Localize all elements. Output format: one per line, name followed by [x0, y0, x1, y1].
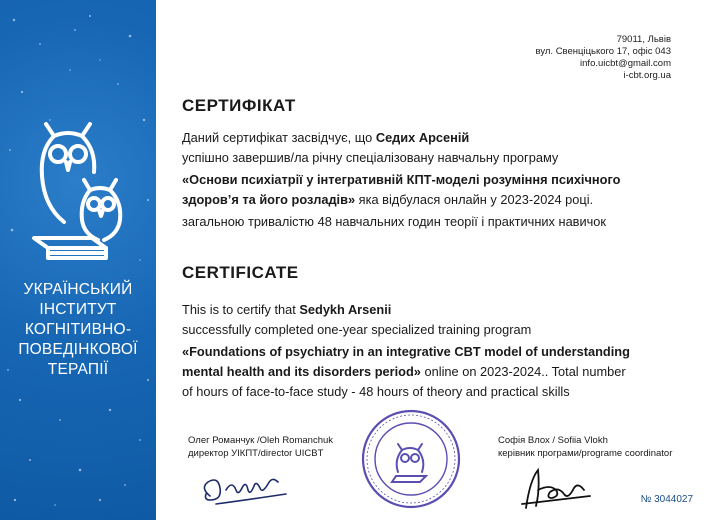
- en-program-line2: [182, 364, 626, 379]
- en-program-period: online on 2023-2024.. Total number: [420, 364, 626, 379]
- contact-block: [536, 34, 672, 82]
- coordinator-name: Софія Влох / Sofiia Vlokh: [498, 435, 608, 446]
- ua-program-title-line1: «Основи психіатрії у інтегративній КПТ-моделі розуміння психічного: [182, 172, 621, 187]
- owl-logo-icon: [20, 110, 138, 270]
- ua-program-line2: [182, 192, 593, 207]
- en-completed-line: successfully completed one-year specialized training program: [182, 322, 532, 337]
- institute-name-line: ТЕРАПІЇ: [47, 361, 109, 378]
- institute-name-line: ІНСТИТУТ: [39, 301, 117, 318]
- director-name: Олег Романчук /Oleh Romanchuk: [188, 435, 334, 446]
- en-program-title-line2: mental health and its disorders period»: [182, 364, 421, 379]
- ua-program-period: яка відбулася онлайн у 2023-2024 році.: [355, 192, 594, 207]
- contact-email: info.uicbt@gmail.com: [580, 58, 671, 69]
- director-signature-block: [188, 434, 333, 460]
- institute-side-band: [0, 0, 156, 520]
- contact-city: 79011, Львів: [616, 34, 671, 45]
- institute-name-line: КОГНІТИВНО-: [24, 321, 132, 338]
- ua-certify-prefix: Даний сертифікат засвідчує, що: [182, 130, 376, 145]
- coordinator-title: керівник програми/programe coordinator: [498, 448, 673, 459]
- ua-program-title-line2: здоров’я та його розладів»: [182, 192, 356, 207]
- en-certify-line: [182, 302, 391, 317]
- en-hours-line: of hours of face-to-face study - 48 hours of theory and practical skills: [182, 384, 570, 399]
- en-recipient-name: Sedykh Arsenii: [299, 302, 392, 317]
- en-certify-prefix: This is to certify that: [182, 302, 300, 317]
- coordinator-signature-block: [498, 434, 672, 460]
- en-heading: CERTIFICATE: [182, 263, 299, 282]
- contact-street: вул. Свенціцького 17, офіс 043: [535, 46, 671, 57]
- institute-name-line: ПОВЕДІНКОВОЇ: [18, 341, 138, 358]
- certificate-number: № 3044027: [640, 494, 693, 505]
- coordinator-signature-icon: [516, 460, 596, 516]
- institute-name-line: УКРАЇНСЬКИЙ: [23, 281, 133, 298]
- institute-stamp-icon: [360, 408, 462, 510]
- ua-recipient-name: Седих Арсеній: [375, 130, 470, 145]
- director-signature-icon: [196, 466, 296, 514]
- ua-hours-line: загальною тривалістю 48 навчальних годин теорії і практичних навичок: [182, 214, 607, 229]
- director-title: директор УІКПТ/director UICBT: [188, 448, 324, 459]
- ua-certify-line: [182, 130, 469, 145]
- en-program-title-line1: «Foundations of psychiatry in an integrative CBT model of understanding: [182, 344, 630, 359]
- ua-heading: СЕРТИФІКАТ: [182, 96, 296, 115]
- contact-website: i-cbt.org.ua: [623, 70, 671, 81]
- institute-name: [0, 280, 156, 380]
- ua-completed-line: успішно завершив/ла річну спеціалізовану навчальну програму: [182, 150, 559, 165]
